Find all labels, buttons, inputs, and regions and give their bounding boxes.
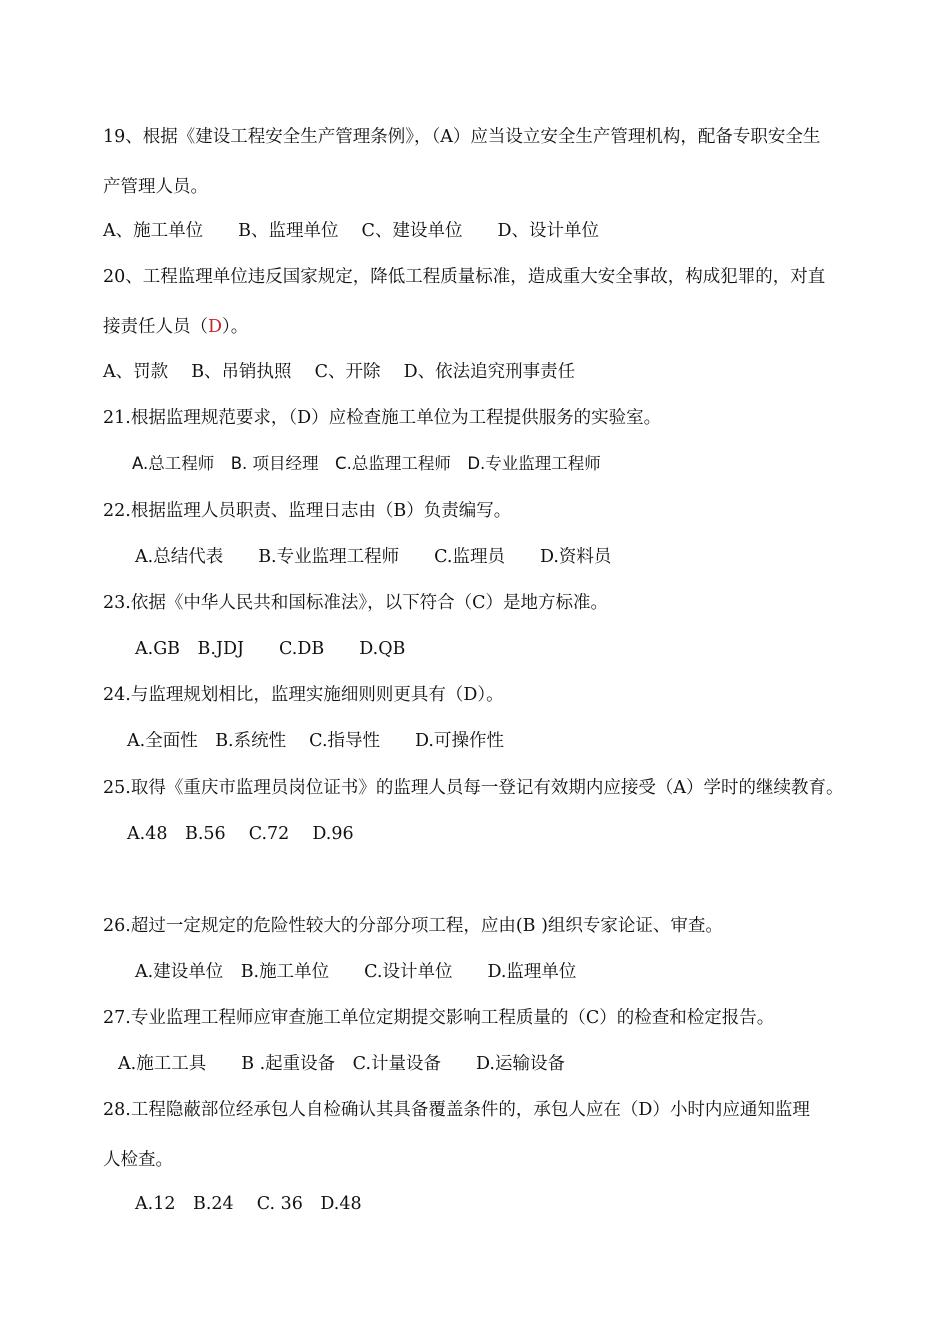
question-20-line-1: 20、工程监理单位违反国家规定，降低工程质量标准，造成重大安全事故，构成犯罪的，对直 xyxy=(103,267,826,287)
question-22-options: A.总结代表 B.专业监理工程师 C.监理员 D.资料员 xyxy=(135,547,612,567)
question-26-options: A.建设单位 B.施工单位 C.设计单位 D.监理单位 xyxy=(135,962,577,982)
question-19-options: A、施工单位 B、监理单位 C、建设单位 D、设计单位 xyxy=(103,221,599,241)
question-20-line-2-end: ）。 xyxy=(222,317,249,337)
question-23-options: A.GB B.JDJ C.DB D.QB xyxy=(135,639,406,659)
question-28-options: A.12 B.24 C. 36 D.48 xyxy=(135,1194,362,1214)
question-19-line-2: 产管理人员。 xyxy=(103,177,208,197)
question-24-options: A.全面性 B.系统性 C.指导性 D.可操作性 xyxy=(127,731,504,751)
question-27-options: A.施工工具 B .起重设备 C.计量设备 D.运输设备 xyxy=(118,1054,565,1074)
question-25-text: 25.取得《重庆市监理员岗位证书》的监理人员每一登记有效期内应接受（A）学时的继续教育。 xyxy=(103,778,844,798)
question-21-options: A.总工程师 B. 项目经理 C.总监理工程师 D.专业监理工程师 xyxy=(132,454,601,473)
question-22-text: 22.根据监理人员职责、监理日志由（B）负责编写。 xyxy=(103,501,512,521)
question-25-options: A.48 B.56 C.72 D.96 xyxy=(127,824,354,844)
question-26-text: 26.超过一定规定的危险性较大的分部分项工程，应由(B )组织专家论证、审查。 xyxy=(103,916,723,936)
question-23-text: 23.依据《中华人民共和国标准法》，以下符合（C）是地方标准。 xyxy=(103,593,608,613)
question-27-text: 27.专业监理工程师应审查施工单位定期提交影响工程质量的（C）的检查和检定报告。 xyxy=(103,1008,775,1028)
question-28-line-1: 28.工程隐蔽部位经承包人自检确认其具备覆盖条件的，承包人应在（D）小时内应通知监理 xyxy=(103,1100,810,1120)
question-20-line-2-start: 接责任人员（ xyxy=(103,317,208,337)
question-24-text: 24.与监理规划相比，监理实施细则则更具有（D）。 xyxy=(103,685,504,705)
answer-highlight: D xyxy=(208,317,223,337)
question-21-text: 21.根据监理规范要求，（D）应检查施工单位为工程提供服务的实验室。 xyxy=(103,408,662,428)
question-20-options: A、罚款 B、吊销执照 C、开除 D、依法追究刑事责任 xyxy=(103,362,576,382)
question-20-line-2 xyxy=(103,315,248,339)
question-19-line-1: 19、根据《建设工程安全生产管理条例》，（A）应当设立安全生产管理机构，配备专职安全生 xyxy=(103,127,821,147)
question-28-line-2: 人检查。 xyxy=(103,1150,173,1170)
